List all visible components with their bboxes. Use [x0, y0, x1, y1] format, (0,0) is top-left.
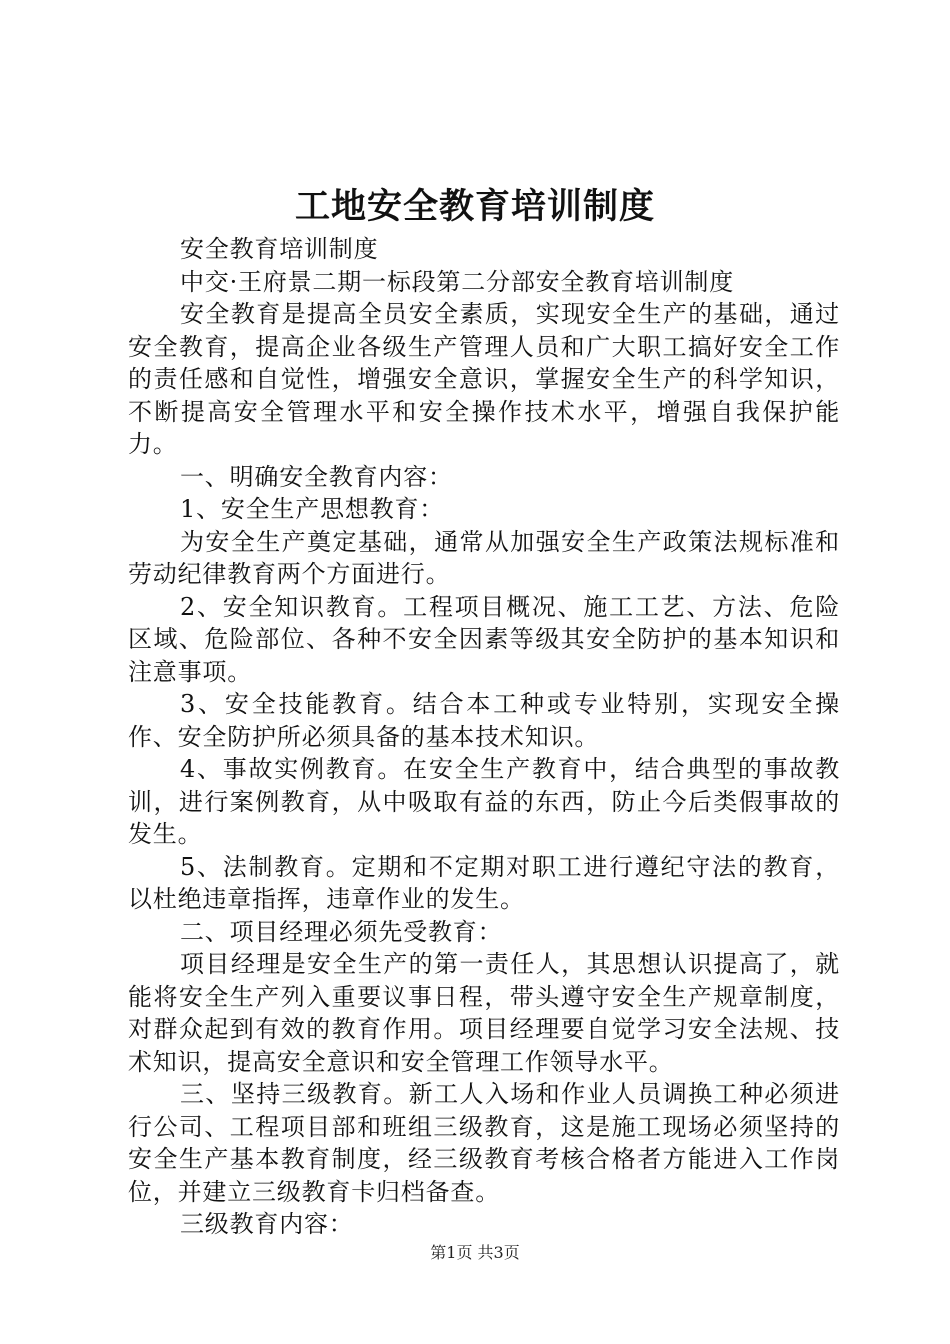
paragraph: 5、法制教育。定期和不定期对职工进行遵纪守法的教育，以杜绝违章指挥，违章作业的发生。 [128, 852, 840, 913]
subsection-heading: 1、安全生产思想教育： [180, 495, 445, 523]
paragraph: 为安全生产奠定基础，通常从加强安全生产政策法规标准和劳动纪律教育两个方面进行。 [128, 527, 840, 588]
document-body [128, 233, 840, 1241]
paragraph: 3、安全技能教育。结合本工种或专业特别，实现安全操作、安全防护所必须具备的基本技术知识。 [128, 690, 840, 751]
section-heading: 一、明确安全教育内容： [180, 462, 453, 491]
paragraph: 三、坚持三级教育。新工人入场和作业人员调换工种必须进行公司、工程项目部和班组三级教育，这是施工现场必须坚持的安全生产基本教育制度，经三级教育考核合格者方能进入工作岗位，并建立三级教育卡归档备查。 [128, 1080, 840, 1206]
document-title: 工地安全教育培训制度 [294, 186, 655, 227]
paragraph: 4、事故实例教育。在安全生产教育中，结合典型的事故教训，进行案例教育，从中吸取有益的东西，防止今后类假事故的发生。 [128, 755, 840, 848]
section-heading: 二、项目经理必须先受教育： [180, 917, 503, 946]
paragraph: 2、安全知识教育。工程项目概况、施工工艺、方法、危险区域、危险部位、各种不安全因素等级其安全防护的基本知识和注意事项。 [128, 592, 840, 686]
paragraph: 中交·王府景二期一标段第二分部安全教育培训制度 [180, 267, 735, 296]
paragraph: 安全教育培训制度 [180, 235, 379, 263]
paragraph: 项目经理是安全生产的第一责任人，其思想认识提高了，就能将安全生产列入重要议事日程，带头遵守安全生产规章制度，对群众起到有效的教育作用。项目经理要自觉学习安全法规、技术知识，提高安全意识和安全管理工作领导水平。 [128, 950, 840, 1076]
page-number-footer: 第1页 共3页 [430, 1243, 520, 1262]
paragraph: 安全教育是提高全员安全素质，实现安全生产的基础，通过安全教育，提高企业各级生产管理人员和广大职工搞好安全工作的责任感和自觉性，增强安全意识，掌握安全生产的科学知识，不断提高安全管理水平和安全操作技术水平，增强自我保护能力。 [128, 300, 840, 458]
paragraph: 三级教育内容： [180, 1210, 354, 1238]
